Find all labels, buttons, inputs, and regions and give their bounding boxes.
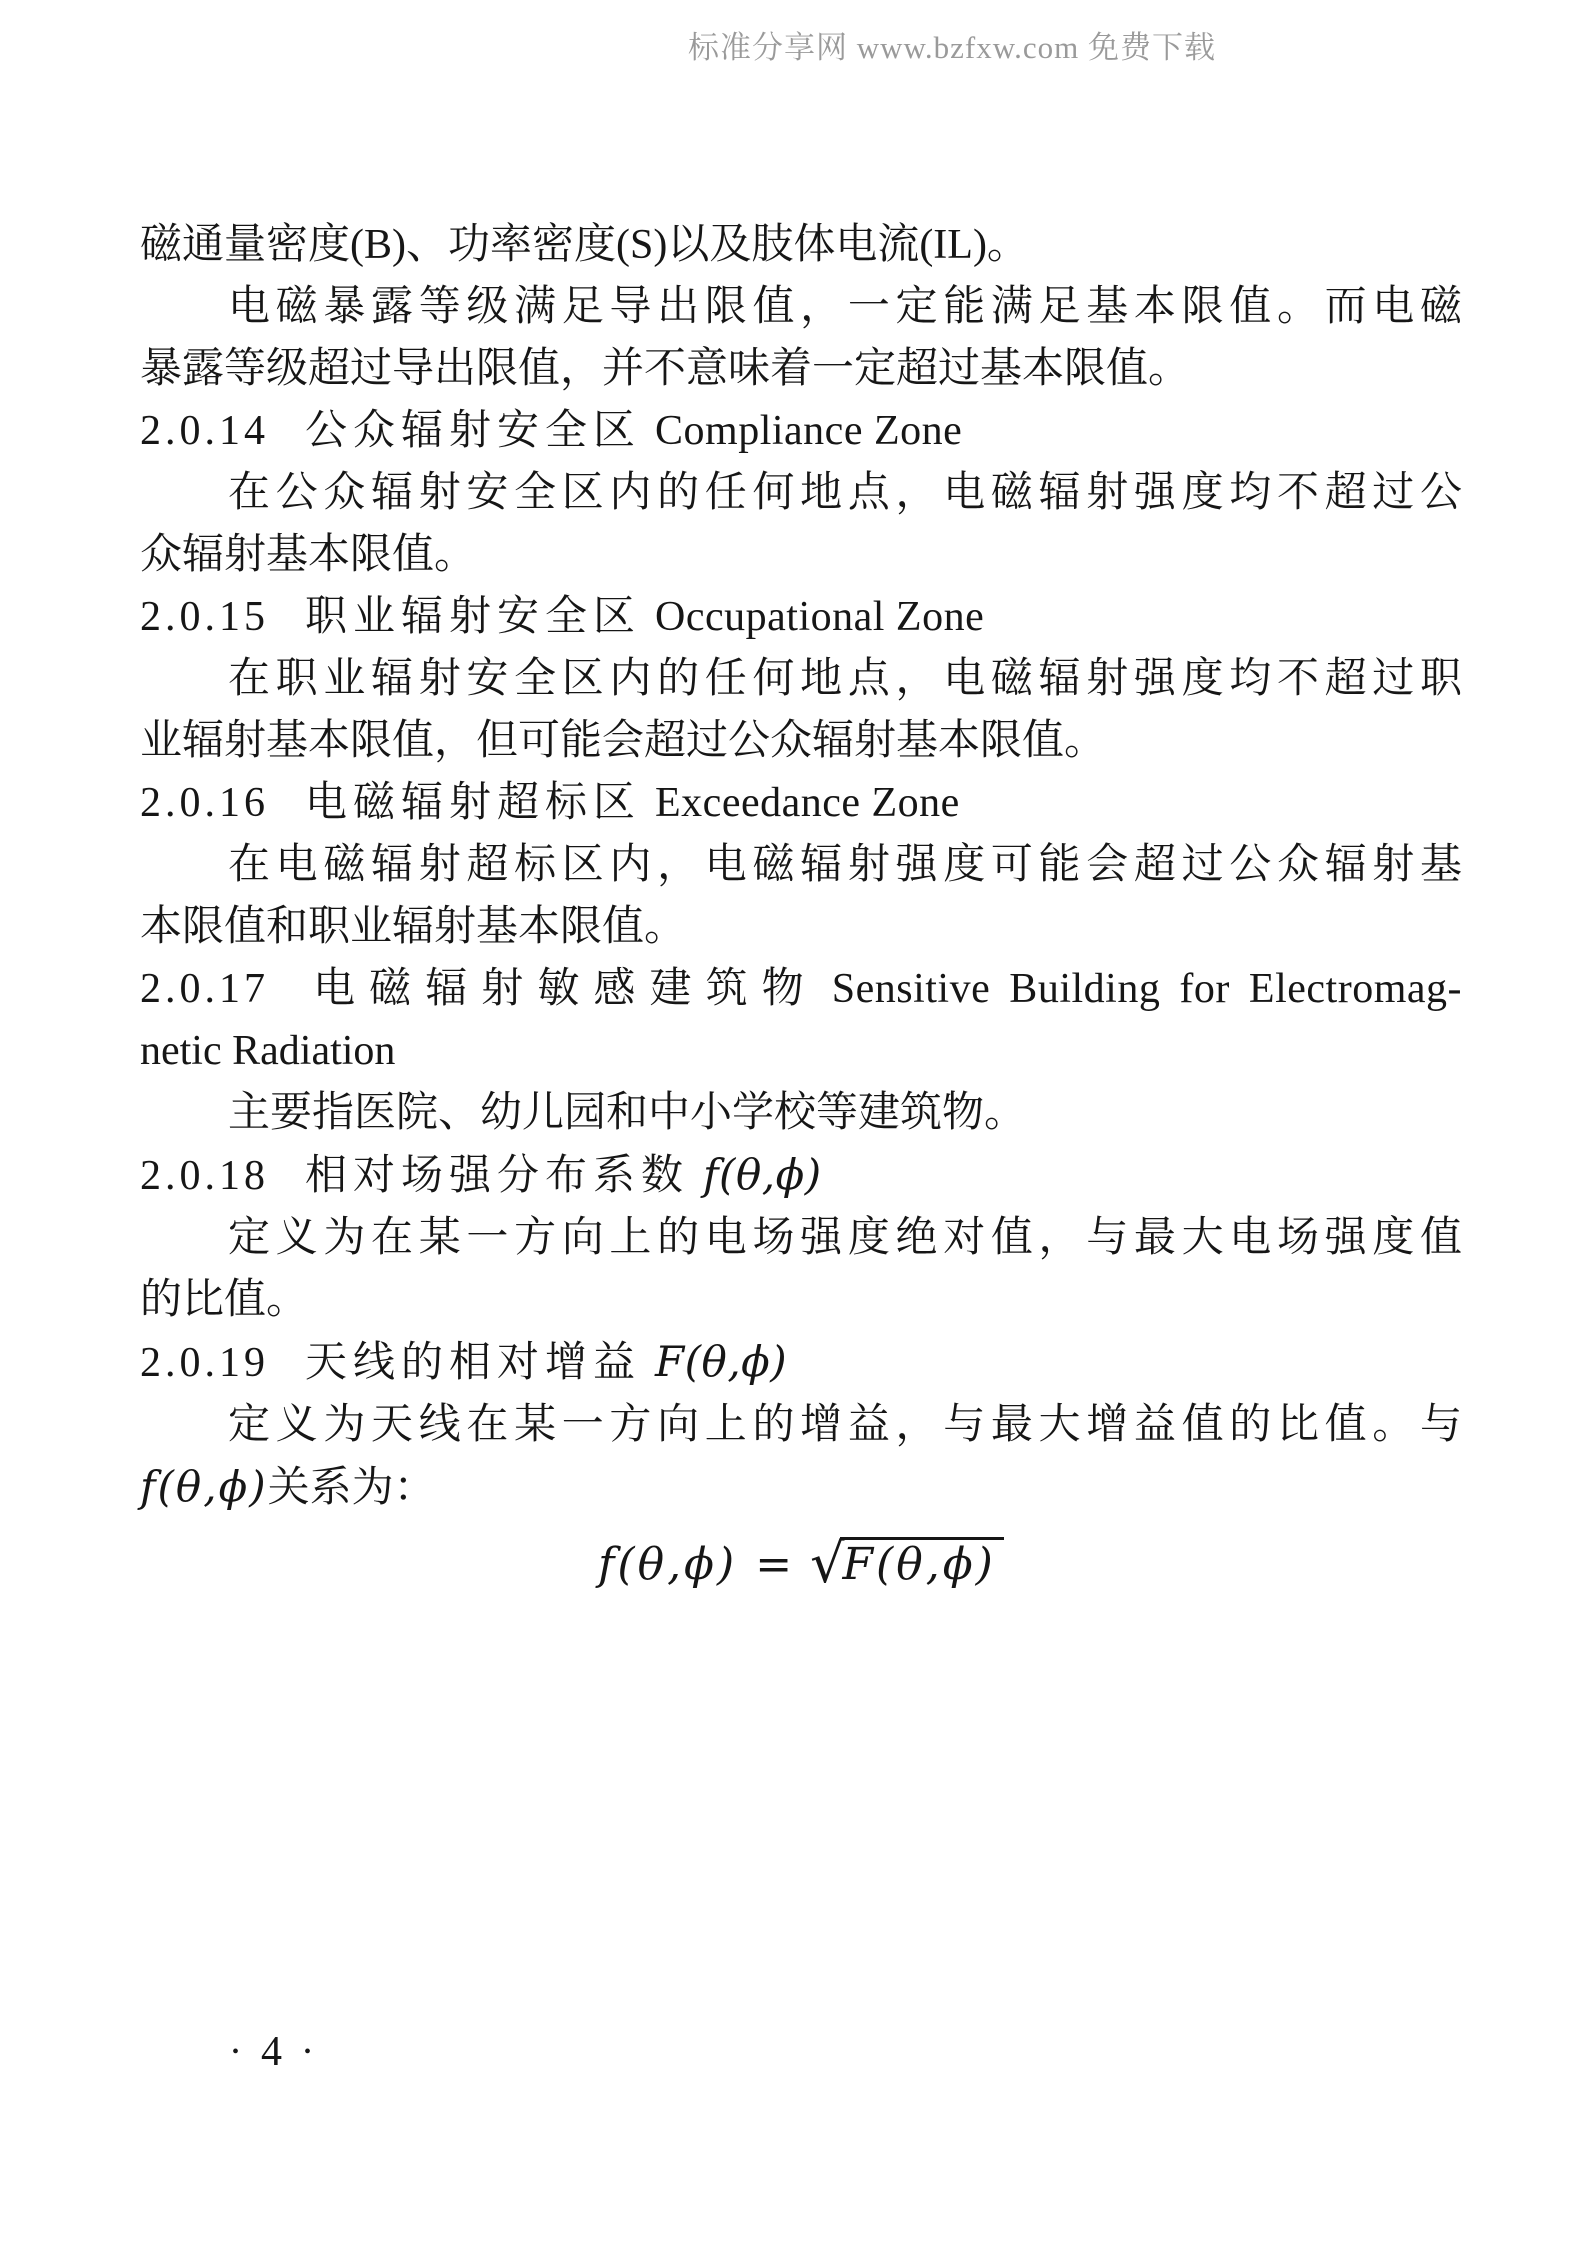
- term-heading-2-0-19: [140, 1331, 1462, 1394]
- text-line: 在电磁辐射超标区内，电磁辐射强度可能会超过公众辐射基: [228, 842, 1462, 888]
- term-title-en: Exceedance Zone: [655, 780, 960, 826]
- page-number-left-dot: •: [232, 2041, 240, 2063]
- term-symbol: f(θ,ϕ): [703, 1150, 822, 1199]
- formula-lhs: f(θ,ϕ): [598, 1539, 738, 1590]
- term-heading-2-0-14: [140, 400, 1462, 462]
- text-line: 主要指医院、幼儿园和中小学校等建筑物。: [228, 1090, 1027, 1136]
- page-number: [232, 2028, 311, 2076]
- text-line: 定义为天线在某一方向上的增益，与最大增益值的比值。与: [228, 1402, 1462, 1448]
- text-line: 在职业辐射安全区内的任何地点，电磁辐射强度均不超过职: [228, 656, 1462, 702]
- text-line: 暴露等级超过导出限值，并不意味着一定超过基本限值。: [140, 346, 1191, 392]
- watermark-text: 标准分享网 www.bzfxw.com 免费下载: [688, 30, 1216, 65]
- term-heading-2-0-15: [140, 586, 1462, 648]
- term-heading-2-0-17: [140, 958, 1462, 1020]
- text-line: 的比值。: [140, 1277, 309, 1323]
- text-line: 电磁暴露等级满足导出限值，一定能满足基本限值。而电磁: [228, 284, 1462, 330]
- text-line: 磁通量密度(B)、功率密度(S)以及肢体电流(IL)。: [140, 222, 1029, 268]
- term-title-zh: 公众辐射安全区: [305, 408, 642, 454]
- term-title-zh: 职业辐射安全区: [305, 594, 642, 640]
- formula-f-theta-phi: [140, 1529, 1462, 1599]
- formula-radicand: F(θ,ϕ): [840, 1537, 1004, 1591]
- text-fragment: 关系为：: [267, 1465, 436, 1511]
- text-line: 本限值和职业辐射基本限值。: [140, 904, 687, 950]
- term-title-zh: 天线的相对增益: [305, 1340, 642, 1386]
- term-title-en: Compliance Zone: [655, 408, 963, 454]
- text-line: 众辐射基本限值。: [140, 532, 477, 578]
- term-heading-2-0-16: [140, 772, 1462, 834]
- term-symbol: F(θ,ϕ): [655, 1337, 788, 1386]
- page-number-right-dot: •: [304, 2041, 312, 2063]
- term-title-en: Occupational Zone: [655, 594, 985, 640]
- term-title-zh: 相对场强分布系数: [305, 1153, 690, 1199]
- term-title-zh: 电磁辐射超标区: [305, 780, 642, 826]
- page-number-value: 4: [261, 2029, 283, 2075]
- term-number: 2.0.17: [140, 966, 269, 1012]
- term-number: 2.0.15: [140, 594, 269, 640]
- term-heading-2-0-18: [140, 1144, 1462, 1207]
- radical-sign: √: [810, 1532, 845, 1595]
- term-number: 2.0.18: [140, 1153, 269, 1199]
- text-line: netic Radiation: [140, 1028, 396, 1074]
- text-line: [140, 1456, 1462, 1519]
- inline-math-symbol: f(θ,ϕ): [140, 1462, 268, 1511]
- term-number: 2.0.19: [140, 1340, 269, 1386]
- term-title-en: Sensitive Building for Electromag-: [831, 966, 1462, 1012]
- term-number: 2.0.14: [140, 408, 269, 454]
- term-title-zh: 电磁辐射敏感建筑物: [305, 966, 818, 1012]
- text-line: 在公众辐射安全区内的任何地点，电磁辐射强度均不超过公: [228, 470, 1462, 516]
- term-number: 2.0.16: [140, 780, 269, 826]
- text-line: 定义为在某一方向上的电场强度绝对值，与最大电场强度值: [228, 1215, 1462, 1261]
- text-line: 业辐射基本限值，但可能会超过公众辐射基本限值。: [140, 718, 1107, 764]
- document-body: [140, 214, 1462, 1599]
- equals-sign: =: [755, 1539, 793, 1590]
